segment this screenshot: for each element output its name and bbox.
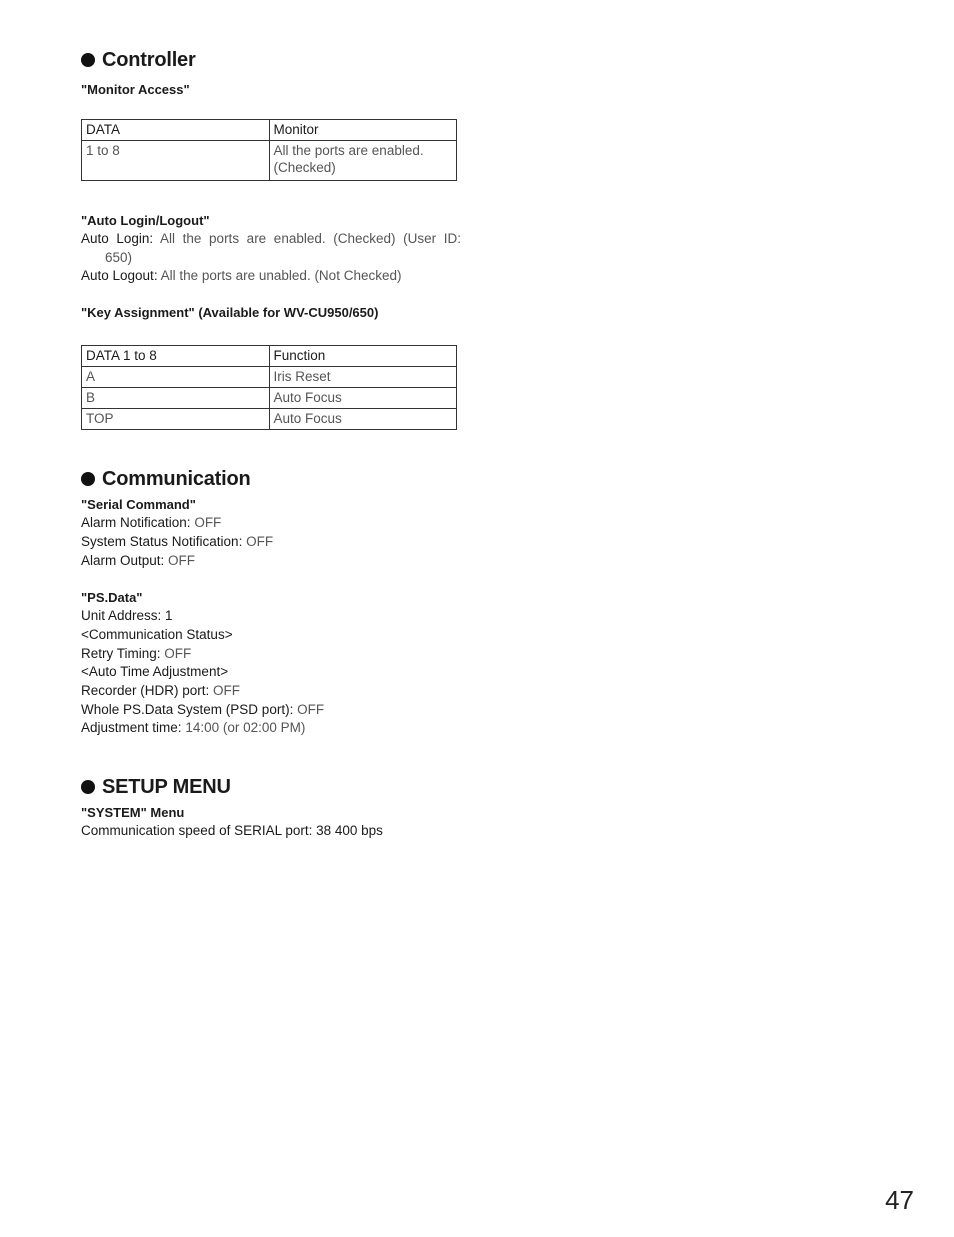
ps-data-title: "PS.Data"	[81, 590, 143, 606]
manual-page	[81, 46, 461, 841]
psd-port-line	[81, 701, 461, 720]
recorder-port-line	[81, 682, 461, 701]
table-header-row	[82, 120, 457, 141]
alarm-output-value: OFF	[168, 552, 196, 568]
table-cell: TOP	[82, 409, 270, 430]
adjustment-time-value: 14:00 (or 02:00 PM)	[185, 720, 306, 736]
auto-login-value: All the ports are enabled. (Checked) (User ID:	[160, 231, 461, 246]
unit-address-line: Unit Address: 1	[81, 608, 173, 624]
alarm-output-label: Alarm Output:	[81, 552, 165, 568]
psd-port-value: OFF	[297, 701, 325, 717]
monitor-access-title: "Monitor Access"	[81, 82, 190, 97]
serial-speed-line: Communication speed of SERIAL port: 38 400 bps	[81, 823, 383, 839]
page-number: 47	[885, 1185, 914, 1215]
retry-timing-line	[81, 645, 461, 664]
psd-port-label: Whole PS.Data System (PSD port):	[81, 701, 294, 717]
table-cell: Iris Reset	[269, 367, 457, 388]
alarm-output-line	[81, 552, 461, 571]
recorder-port-label: Recorder (HDR) port:	[81, 683, 210, 699]
monitor-access-table	[81, 119, 457, 181]
auto-logout-line	[81, 267, 461, 286]
auto-login-line	[81, 230, 461, 249]
table-cell: Auto Focus	[269, 409, 457, 430]
system-status-value: OFF	[246, 533, 274, 549]
alarm-notification-value: OFF	[194, 515, 222, 531]
system-status-label: System Status Notification:	[81, 533, 243, 549]
bullet-icon	[81, 53, 95, 67]
retry-timing-label: Retry Timing:	[81, 645, 161, 661]
controller-heading	[81, 46, 461, 74]
system-menu-title: "SYSTEM" Menu	[81, 805, 185, 821]
adjustment-time-label: Adjustment time:	[81, 720, 182, 736]
table-header-cell: Monitor	[269, 120, 457, 141]
table-cell: A	[82, 367, 270, 388]
setup-menu-heading	[81, 773, 461, 801]
alarm-notification-label: Alarm Notification:	[81, 515, 191, 531]
bullet-icon	[81, 472, 95, 486]
table-row	[82, 367, 457, 388]
table-header-row	[82, 346, 457, 367]
adjustment-time-line	[81, 719, 461, 738]
system-status-line	[81, 533, 461, 552]
table-header-cell: DATA 1 to 8	[82, 346, 270, 367]
auto-logout-value: All the ports are unabled. (Not Checked)	[160, 268, 402, 284]
table-row	[82, 141, 457, 181]
key-assignment-table	[81, 345, 457, 430]
retry-timing-value: OFF	[164, 645, 192, 661]
communication-status-line: <Communication Status>	[81, 626, 233, 642]
table-header-cell: Function	[269, 346, 457, 367]
auto-login-label: Auto Login:	[81, 231, 154, 246]
communication-heading	[81, 465, 461, 493]
key-assignment-title: "Key Assignment" (Available for WV-CU950/650)	[81, 305, 379, 321]
table-cell: All the ports are enabled. (Checked)	[269, 141, 457, 181]
communication-heading-text: Communication	[102, 468, 251, 491]
table-cell: 1 to 8	[82, 141, 270, 181]
table-header-cell: DATA	[82, 120, 270, 141]
auto-login-title: "Auto Login/Logout"	[81, 213, 210, 228]
alarm-notification-line	[81, 514, 461, 533]
bullet-icon	[81, 780, 95, 794]
controller-heading-text: Controller	[102, 49, 196, 71]
auto-logout-label: Auto Logout:	[81, 268, 158, 284]
table-cell: B	[82, 388, 270, 409]
table-row	[82, 409, 457, 430]
setup-menu-heading-text: SETUP MENU	[102, 776, 231, 799]
auto-login-value-cont: 650)	[105, 249, 133, 265]
table-row	[82, 388, 457, 409]
recorder-port-value: OFF	[213, 683, 241, 699]
serial-command-title: "Serial Command"	[81, 497, 196, 513]
table-cell: Auto Focus	[269, 388, 457, 409]
auto-time-adjustment-line: <Auto Time Adjustment>	[81, 664, 229, 680]
